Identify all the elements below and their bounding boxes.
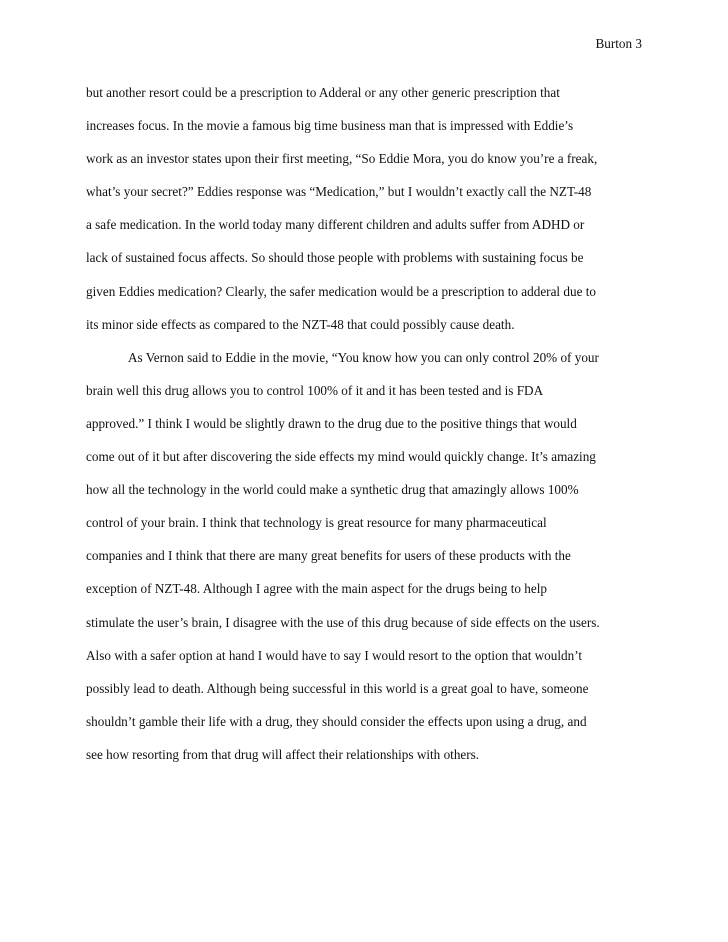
text-line: lack of sustained focus affects. So should those people with problems with sustaining focus be xyxy=(86,250,584,266)
text-line: see how resorting from that drug will affect their relationships with others. xyxy=(86,746,480,762)
text-line: how all the technology in the world could make a synthetic drug that amazingly allows 100% xyxy=(86,482,579,498)
text-line: shouldn’t gamble their life with a drug, they should consider the effects upon using a drug, and xyxy=(86,713,587,729)
text-line: brain well this drug allows you to control 100% of it and it has been tested and is FDA xyxy=(86,382,544,398)
essay-body xyxy=(86,85,656,780)
text-line: Also with a safer option at hand I would have to say I would resort to the option that wouldn’t xyxy=(86,647,583,663)
text-line: stimulate the user’s brain, I disagree with the use of this drug because of side effects on the users. xyxy=(86,614,600,630)
text-line: but another resort could be a prescription to Adderal or any other generic prescription that xyxy=(86,85,560,100)
paragraph-first-line: As Vernon said to Eddie in the movie, “You know how you can only control 20% of your xyxy=(128,349,599,365)
running-head: Burton 3 xyxy=(595,36,642,51)
text-line: control of your brain. I think that technology is great resource for many pharmaceutical xyxy=(86,515,547,531)
text-line: work as an investor states upon their first meeting, “So Eddie Mora, you do know you’re a freak, xyxy=(86,151,598,167)
text-line: possibly lead to death. Although being successful in this world is a great goal to have, someone xyxy=(86,680,589,696)
text-line: given Eddies medication? Clearly, the safer medication would be a prescription to adderal due to xyxy=(86,283,596,299)
text-line: companies and I think that there are many great benefits for users of these products with the xyxy=(86,548,571,564)
text-line: what’s your secret?” Eddies response was “Medication,” but I wouldn’t exactly call the NZT-48 xyxy=(86,184,592,200)
text-line: come out of it but after discovering the side effects my mind would quickly change. It’s amazing xyxy=(86,449,596,465)
text-line: a safe medication. In the world today many different children and adults suffer from ADHD or xyxy=(86,217,585,233)
text-line: its minor side effects as compared to the NZT-48 that could possibly cause death. xyxy=(86,316,515,332)
text-line: increases focus. In the movie a famous big time business man that is impressed with Eddie’s xyxy=(86,118,574,134)
text-line: exception of NZT-48. Although I agree with the main aspect for the drugs being to help xyxy=(86,581,547,597)
text-line: approved.” I think I would be slightly drawn to the drug due to the positive things that would xyxy=(86,415,577,431)
